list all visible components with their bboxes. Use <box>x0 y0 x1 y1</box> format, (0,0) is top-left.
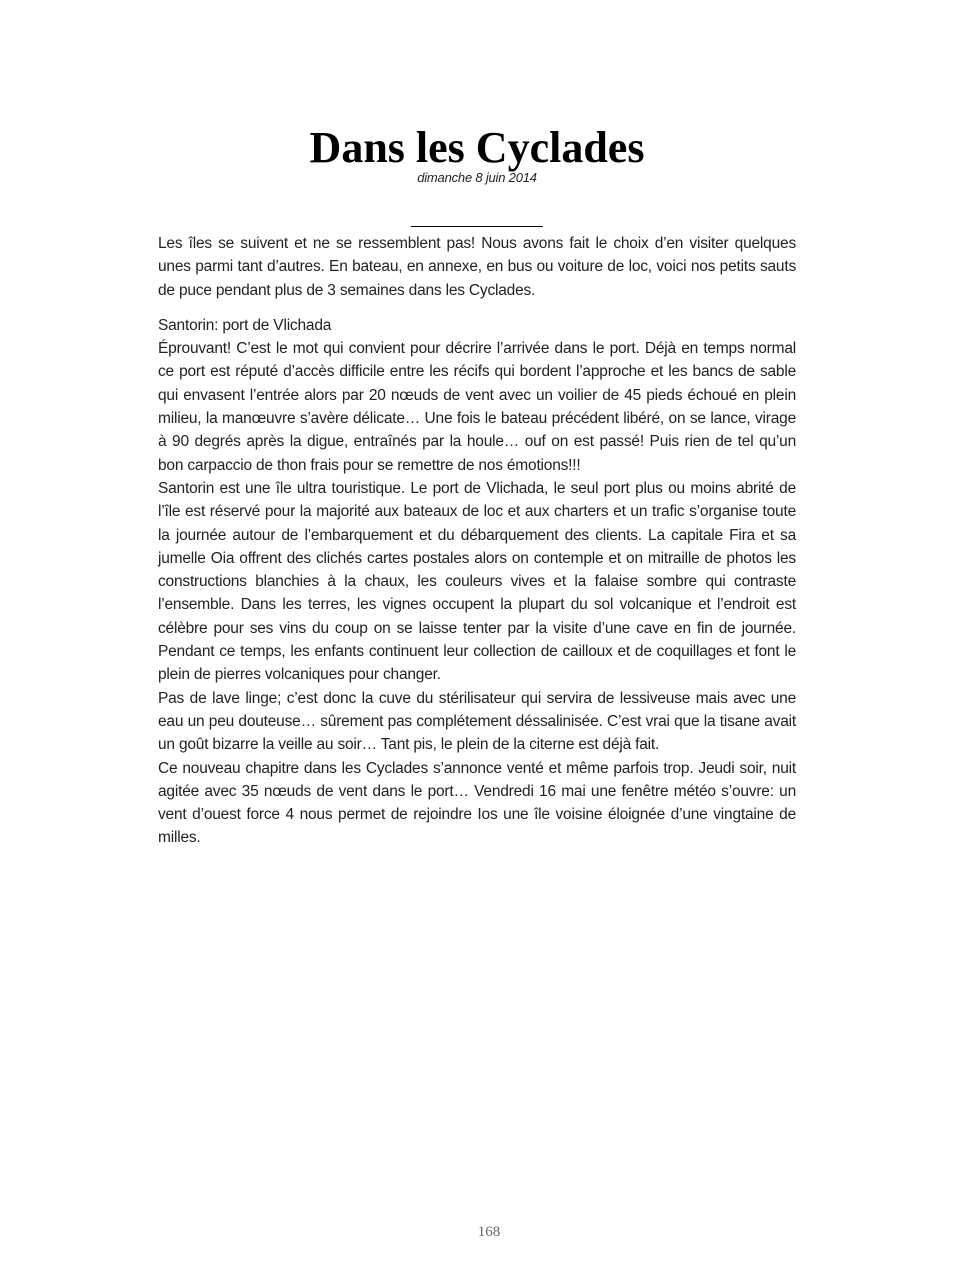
section-heading: Santorin: port de Vlichada <box>158 316 332 334</box>
body-paragraph-laundry: Pas de lave linge; c’est donc la cuve du stérilisateur qui servira de lessiveuse mais avec une eau un peu douteuse… sûrement pas complétement déssalinisée. C’est vrai que la tisane avait un goût bizarre la veille au soir… Tant pis, le plein de la citerne est déjà fait. <box>158 689 796 754</box>
title-divider <box>411 226 543 227</box>
page-number: 168 <box>477 1224 501 1240</box>
publication-date: dimanche 8 juin 2014 <box>417 170 537 185</box>
body-paragraph-wind: Ce nouveau chapitre dans les Cyclades s’annonce venté et même parfois trop. Jeudi soir, nuit agitée avec 35 nœuds de vent dans le port… Vendredi 16 mai une fenêtre météo s’ouvre: un vent d’ouest force 4 nous permet de rejoindre Ios une île voisine éloignée d’une vingtaine de milles. <box>158 759 796 847</box>
intro-paragraph: Les îles se suivent et ne se ressemblent pas! Nous avons fait le choix d’en visiter quelques unes parmi tant d’autres. En bateau, en annexe, en bus ou voiture de loc, voici nos petits sauts de puce pendant plus de 3 semaines dans les Cyclades. <box>158 235 796 299</box>
article-body <box>158 232 796 850</box>
body-paragraph-santorin: Santorin est une île ultra touristique. Le port de Vlichada, le seul port plus ou moins abrité de l’île est réservé pour la majorité aux bateaux de loc et aux charters et un trafic s’organise toute la journée autour de l’embarquement et du débarquement des clients. La capitale Fira et sa jumelle Oia offrent des clichés cartes postales alors on contemple et on mitraille de photos les constructions blanchies à la chaux, les couleurs vives et la falaise sombre qui contraste l’ensemble. Dans les terres, les vignes occupent la plupart du sol volcanique et l’endroit est célèbre pour ses vins du coup on se laisse tenter par la visite d’une cave en fin de journée. Pendant ce temps, les enfants continuent leur collection de cailloux et de coquillages et font le plein de pierres volcaniques pour changer. <box>158 479 796 684</box>
body-paragraph-arrival: Éprouvant! C’est le mot qui convient pour décrire l’arrivée dans le port. Déjà en temps normal ce port est réputé d’accès difficile entre les récifs qui bordent l’approche et les bancs de sable qui envasent l’entrée alors par 20 nœuds de vent avec un voilier de 45 pieds échoué en plein milieu, la manœuvre s’avère délicate… Une fois le bateau précédent libéré, on se lance, virage à 90 degrés après la digue, entraînés par la houle… ouf on est passé! Puis rien de tel qu’un bon carpaccio de thon frais pour se remettre de nos émotions!!! <box>158 340 796 474</box>
page-title: Dans les Cyclades <box>309 123 645 172</box>
